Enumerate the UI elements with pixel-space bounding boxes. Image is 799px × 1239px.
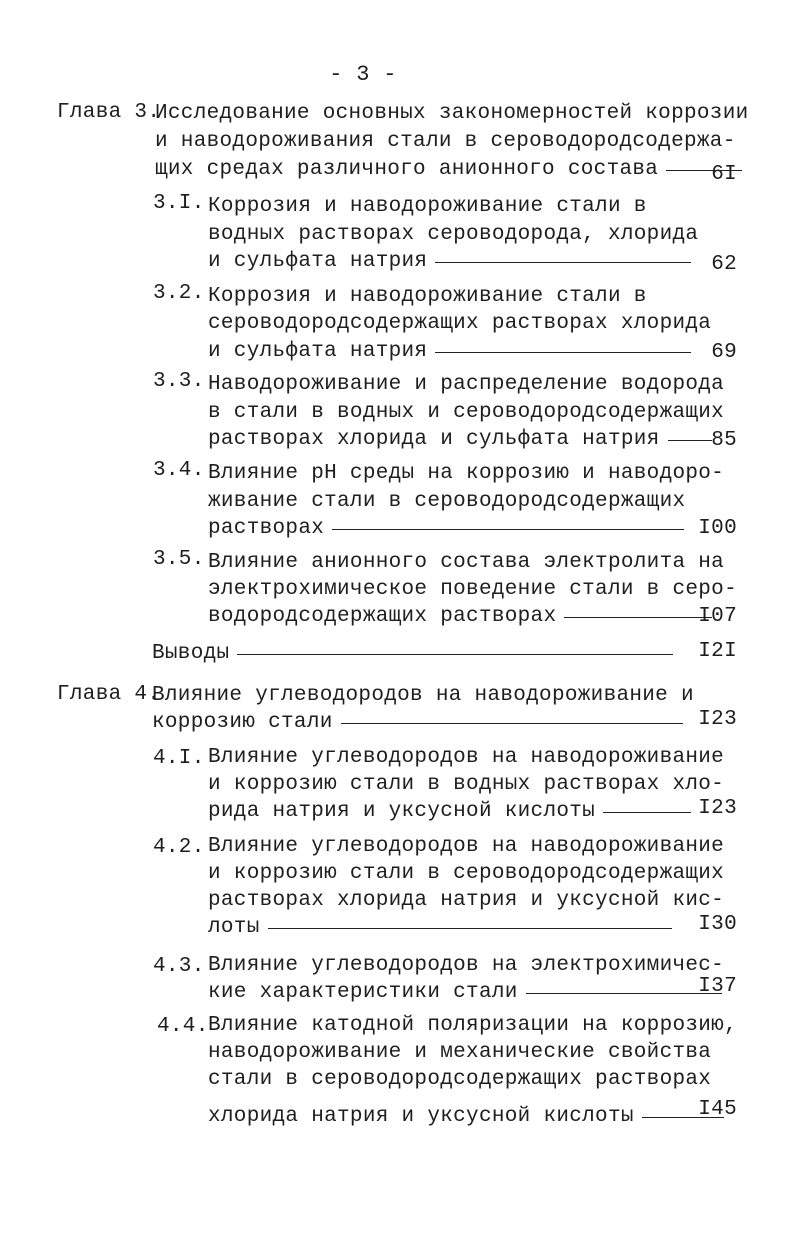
leader-line xyxy=(564,617,712,618)
page-ref: 62 xyxy=(711,253,737,276)
toc-line: Влияние углеводородов на наводороживание xyxy=(208,835,725,858)
toc-line: и сульфата натрия xyxy=(208,339,691,365)
toc-line: и коррозию стали в сероводородсодержащих xyxy=(208,862,725,885)
page-ref: I37 xyxy=(698,975,737,998)
page-ref: I23 xyxy=(698,797,737,820)
leader-line xyxy=(435,262,691,263)
toc-line: рида натрия и уксусной кислоты xyxy=(208,799,691,825)
toc-line: Влияние катодной поляризации на коррозию, xyxy=(208,1014,737,1037)
toc-line: Коррозия и наводороживание стали в xyxy=(208,285,647,308)
leader-line xyxy=(341,723,683,724)
toc-line: растворах хлорида натрия и уксусной кис- xyxy=(208,889,725,912)
toc-line: Исследование основных закономерностей коррозии xyxy=(155,102,749,125)
toc-line: Влияние анионного состава электролита на xyxy=(208,551,725,574)
page-ref: I30 xyxy=(698,913,737,936)
page-ref: I23 xyxy=(698,708,737,731)
leader-line xyxy=(268,928,672,929)
section-number: 3.3. xyxy=(153,370,205,393)
section-number: 4.2. xyxy=(153,836,205,859)
toc-line: хлорида натрия и уксусной кислоты xyxy=(208,1104,724,1130)
leader-line xyxy=(668,440,712,441)
toc-line: и наводороживания стали в сероводородсодержа- xyxy=(155,130,736,153)
toc-line: Влияние углеводородов на электрохимичес- xyxy=(208,954,725,977)
leader-line xyxy=(435,352,691,353)
toc-line: Коррозия и наводороживание стали в xyxy=(208,195,647,218)
page-number: - 3 - xyxy=(329,62,397,87)
leader-line xyxy=(526,993,722,994)
toc-line: Влияние углеводородов на наводороживание и xyxy=(152,684,694,707)
toc-line: растворах хлорида и сульфата натрия xyxy=(208,427,712,453)
section-number: 3.2. xyxy=(153,282,205,305)
leader-line xyxy=(237,654,673,655)
toc-line: кие характеристики стали xyxy=(208,980,722,1006)
toc-line: и сульфата натрия xyxy=(208,249,691,275)
toc-line: стали в сероводородсодержащих растворах xyxy=(208,1068,712,1091)
page-ref: I07 xyxy=(698,605,737,628)
page-ref: 6I xyxy=(711,163,737,186)
toc-line: живание стали в сероводородсодержащих xyxy=(208,490,686,513)
page-ref: I00 xyxy=(698,517,737,540)
toc-line: щих средах различного анионного состава xyxy=(155,157,742,183)
toc-line: Выводы xyxy=(152,641,673,667)
section-number: 3.5. xyxy=(153,548,205,571)
toc-line: Влияние углеводородов на наводороживание xyxy=(208,746,725,769)
section-number: 3.I. xyxy=(153,192,205,215)
toc-line: Наводороживание и распределение водорода xyxy=(208,373,725,396)
chapter-label: Глава 4. xyxy=(57,683,161,706)
chapter-label: Глава 3. xyxy=(57,101,161,124)
page-ref: 69 xyxy=(711,341,737,364)
section-number: 4.I. xyxy=(153,747,205,770)
toc-line: электрохимическое поведение стали в серо- xyxy=(208,578,737,601)
section-number: 4.4. xyxy=(157,1015,209,1038)
toc-line: и коррозию стали в водных растворах хло- xyxy=(208,773,725,796)
leader-line xyxy=(603,812,691,813)
page-ref: I2I xyxy=(698,640,737,663)
toc-line: водородсодержащих растворах xyxy=(208,604,712,630)
page-ref: I45 xyxy=(698,1098,737,1121)
toc-line: растворах xyxy=(208,516,684,542)
section-number: 3.4. xyxy=(153,459,205,482)
section-number: 4.3. xyxy=(153,955,205,978)
toc-line: сероводородсодержащих растворах хлорида xyxy=(208,312,712,335)
toc-line: коррозию стали xyxy=(152,710,683,736)
toc-line: в стали в водных и сероводородсодержащих xyxy=(208,401,725,424)
toc-line: Влияние pH среды на коррозию и наводоро- xyxy=(208,462,725,485)
leader-line xyxy=(332,529,684,530)
toc-line: наводороживание и механические свойства xyxy=(208,1041,712,1064)
page-ref: 85 xyxy=(711,429,737,452)
toc-line: водных растворах сероводорода, хлорида xyxy=(208,223,699,246)
toc-line: лоты xyxy=(208,915,672,941)
